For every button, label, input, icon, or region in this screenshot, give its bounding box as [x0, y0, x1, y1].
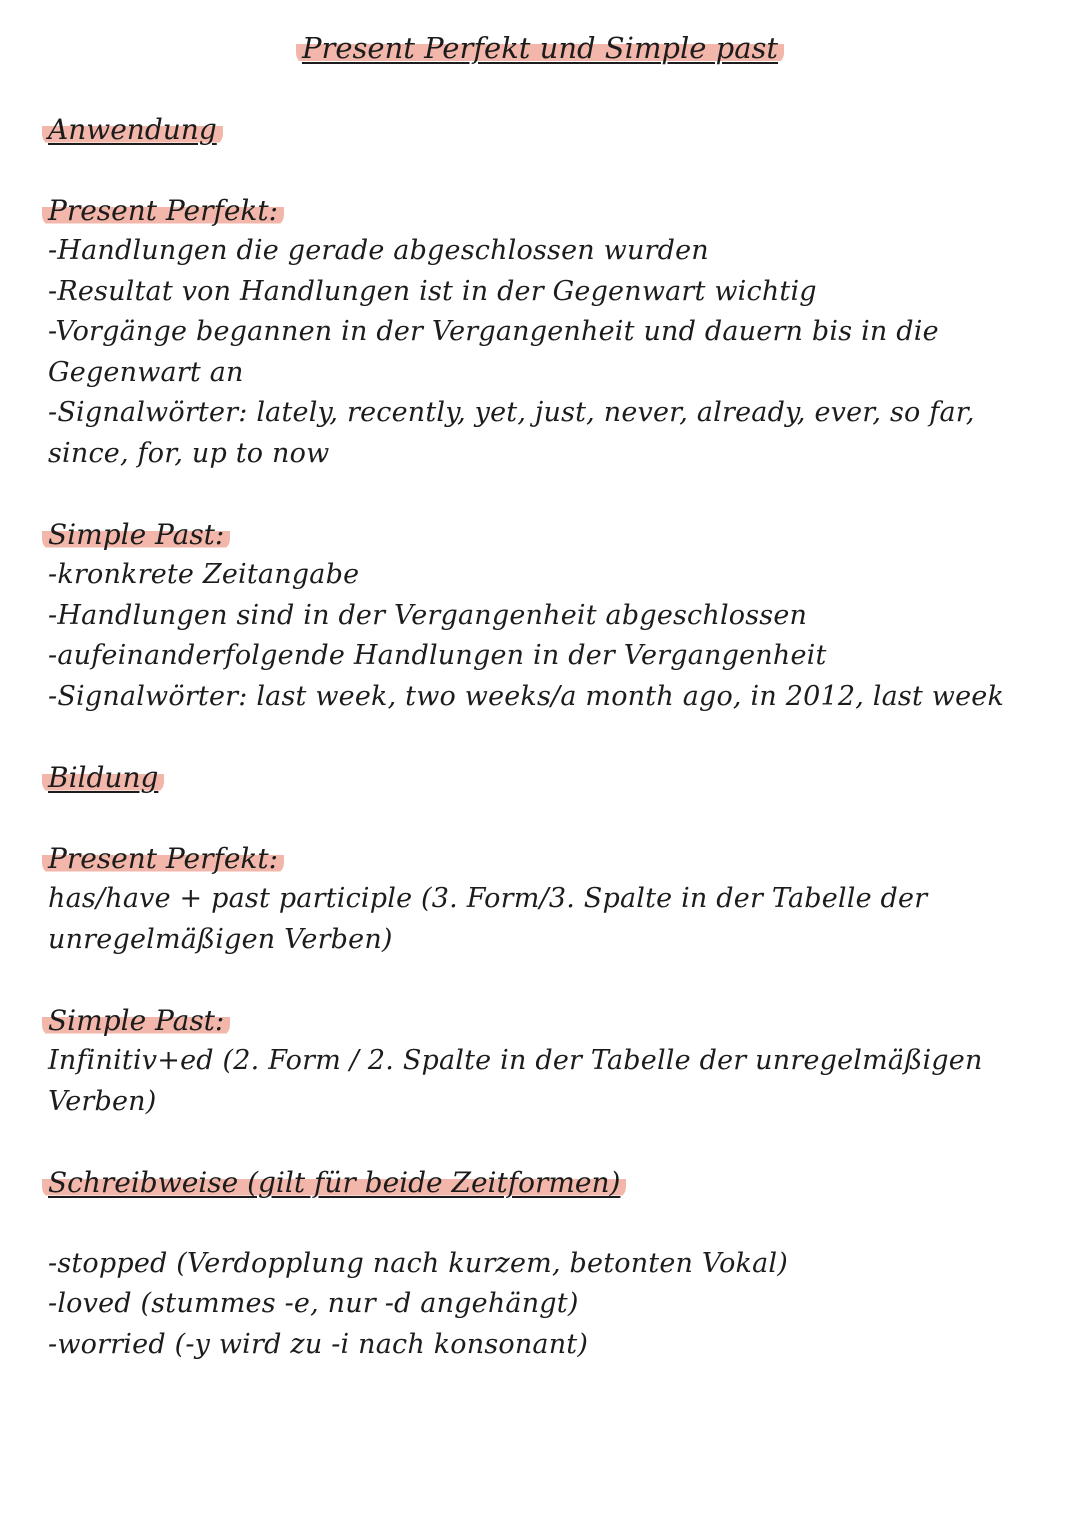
text-line: has/have + past participle (3. Form/3. Spalte in der Tabelle der — [48, 883, 928, 914]
text-line: -Resultat von Handlungen ist in der Gegenwart wichtig — [48, 276, 817, 307]
text-line: -Vorgänge begannen in der Vergangenheit und dauern bis in die — [48, 316, 939, 347]
text-line: Infinitiv+ed (2. Form / 2. Spalte in der Tabelle der unregelmäßigen — [48, 1045, 983, 1076]
heading-present-perfekt-anwendung: Present Perfekt: — [42, 191, 284, 231]
heading-bildung: Bildung — [42, 758, 164, 798]
text-line: -aufeinanderfolgende Handlungen in der Vergangenheit — [48, 640, 827, 671]
text-line: -worried (-y wird zu -i nach konsonant) — [48, 1329, 589, 1360]
text-line: -stopped (Verdopplung nach kurzem, betonten Vokal) — [48, 1248, 788, 1279]
text-line: Gegenwart an — [48, 357, 244, 388]
heading-simple-past-anwendung: Simple Past: — [42, 515, 230, 555]
text-line: -Signalwörter: lately, recently, yet, just, never, already, ever, so far, — [48, 397, 975, 428]
text-line: -Signalwörter: last week, two weeks/a month ago, in 2012, last week — [48, 681, 1005, 712]
text-line: since, for, up to now — [48, 438, 330, 469]
text-line: unregelmäßigen Verben) — [48, 924, 393, 955]
text-line: Verben) — [48, 1086, 157, 1117]
heading-schreibweise: Schreibweise (gilt für beide Zeitformen) — [42, 1163, 626, 1203]
heading-present-perfekt-bildung: Present Perfekt: — [42, 839, 284, 879]
heading-anwendung: Anwendung — [42, 110, 223, 150]
text-line: -Handlungen die gerade abgeschlossen wurden — [48, 235, 709, 266]
heading-simple-past-bildung: Simple Past: — [42, 1001, 230, 1041]
text-line: -loved (stummes -e, nur -d angehängt) — [48, 1288, 579, 1319]
text-line: -kronkrete Zeitangabe — [48, 559, 360, 590]
text-line: -Handlungen sind in der Vergangenheit abgeschlossen — [48, 600, 808, 631]
page-title: Present Perfekt und Simple past — [0, 28, 1080, 68]
